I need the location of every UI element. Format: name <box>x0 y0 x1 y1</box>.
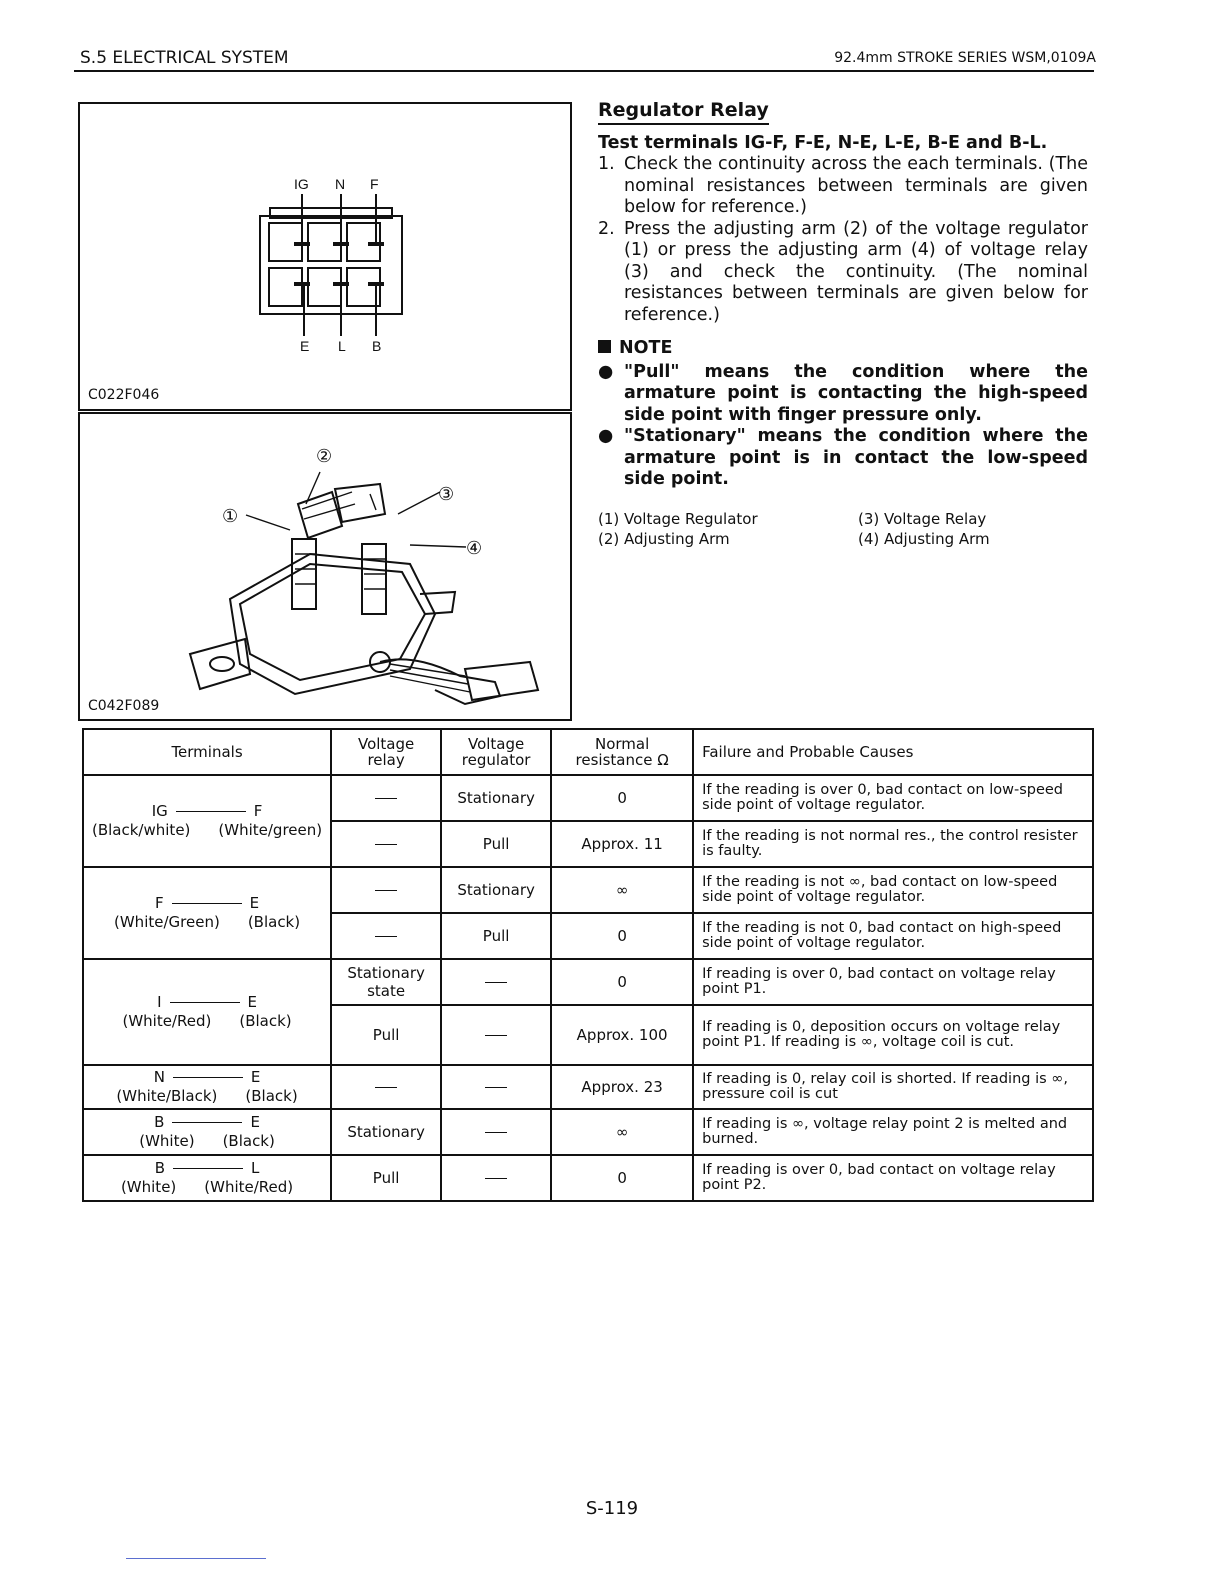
voltage-relay-cell: Pull <box>331 1005 441 1065</box>
terminal-pair-cell <box>83 1065 331 1109</box>
voltage-regulator-cell: Pull <box>441 913 551 959</box>
voltage-regulator-cell <box>441 1065 551 1109</box>
wire-color-to: (Black) <box>222 1132 275 1150</box>
voltage-relay-cell <box>331 775 441 821</box>
header-terminals: Terminals <box>83 729 331 775</box>
resistance-cell: ∞ <box>551 867 693 913</box>
bullet-icon: ● <box>598 361 614 382</box>
terminal-to: E <box>250 1068 261 1086</box>
dash-mark <box>485 1178 507 1179</box>
page-number: S-119 <box>585 1498 639 1519</box>
voltage-regulator-cell <box>441 1005 551 1065</box>
resistance-cell: ∞ <box>551 1109 693 1155</box>
wire-color-from: (Black/white) <box>92 821 191 839</box>
resistance-cell: 0 <box>551 775 693 821</box>
dash-mark <box>485 1132 507 1133</box>
voltage-relay-cell <box>331 1065 441 1109</box>
relay-illustration <box>80 414 570 719</box>
resistance-cell: 0 <box>551 1155 693 1201</box>
wire-color-from: (White/Black) <box>116 1087 218 1105</box>
dash-mark <box>485 1035 507 1036</box>
callout-2: ② <box>316 446 333 467</box>
terminal-from: F <box>154 894 164 912</box>
dash-mark <box>485 1087 507 1088</box>
callout-1: ① <box>222 506 239 527</box>
resistance-cell: 0 <box>551 913 693 959</box>
terminal-label-e: E <box>300 338 310 354</box>
table-row <box>83 959 1093 1005</box>
wire-color-from: (White) <box>120 1178 177 1196</box>
bullet-icon: ● <box>598 426 614 446</box>
legend-item: (2) Adjusting Arm <box>598 529 730 548</box>
step-item: 1. Check the continuity across the each terminals. (The nominal resistances between terminals are given below for reference.) <box>598 154 1088 217</box>
connector-figure <box>78 102 572 411</box>
failure-cause-cell: If reading is 0, deposition occurs on voltage relay point P1. If reading is ∞, voltage coil is cut. <box>693 1005 1093 1065</box>
section-title: Regulator Relay <box>598 100 769 125</box>
terminal-pair-cell <box>83 867 331 959</box>
parts-legend <box>598 509 1088 549</box>
note-square-icon <box>598 340 611 353</box>
voltage-relay-cell <box>331 867 441 913</box>
table-row <box>83 1109 1093 1155</box>
terminal-from: B <box>154 1113 165 1131</box>
terminal-from: I <box>157 993 162 1011</box>
test-terminals-heading: Test terminals IG-F, F-E, N-E, L-E, B-E and B-L. <box>598 132 1048 153</box>
section-header: S.5 ELECTRICAL SYSTEM <box>80 48 289 68</box>
dash-mark <box>375 1087 397 1088</box>
failure-cause-cell: If the reading is over 0, bad contact on low-speed side point of voltage regulator. <box>693 775 1093 821</box>
wire-color-to: (Black) <box>247 913 301 931</box>
callout-3: ③ <box>438 484 455 505</box>
connector-line <box>172 903 242 904</box>
resistance-cell: Approx. 100 <box>551 1005 693 1065</box>
connector-line <box>176 811 246 812</box>
terminal-pair-cell <box>83 1109 331 1155</box>
failure-cause-cell: If reading is over 0, bad contact on voltage relay point P1. <box>693 959 1093 1005</box>
voltage-regulator-cell <box>441 1155 551 1201</box>
note-item: ● "Pull" means the condition where the armature point is contacting the high-speed side point with finger pressure only. <box>598 361 1088 425</box>
terminal-to: L <box>251 1159 260 1177</box>
failure-cause-cell: If the reading is not normal res., the control resister is faulty. <box>693 821 1093 867</box>
table-header-row <box>83 729 1093 775</box>
table-row <box>83 775 1093 821</box>
terminal-pair-cell <box>83 775 331 867</box>
terminal-pair-cell <box>83 1155 331 1201</box>
resistance-cell: Approx. 23 <box>551 1065 693 1109</box>
note-item: ● "Stationary" means the condition where the armature point is in contact the low-speed side point. <box>598 426 1088 489</box>
wire-color-from: (White/Green) <box>114 913 220 931</box>
voltage-regulator-cell <box>441 959 551 1005</box>
connector-line <box>172 1122 242 1123</box>
voltage-relay-cell <box>331 913 441 959</box>
wire-color-from: (White) <box>139 1132 195 1150</box>
header-voltage-relay: Voltage relay <box>331 729 441 775</box>
wire-color-to: (Black) <box>239 1012 292 1030</box>
legend-item: (4) Adjusting Arm <box>858 529 990 548</box>
failure-cause-cell: If the reading is not ∞, bad contact on low-speed side point of voltage regulator. <box>693 867 1093 913</box>
terminal-label-f: F <box>370 176 379 192</box>
terminal-label-ig: IG <box>294 176 309 192</box>
relay-figure <box>78 412 572 721</box>
voltage-relay-cell: Stationary <box>331 1109 441 1155</box>
figure-code: C042F089 <box>88 698 160 714</box>
connector-line <box>173 1077 243 1078</box>
table-row <box>83 1065 1093 1109</box>
terminal-to: E <box>247 993 258 1011</box>
dash-mark <box>375 798 397 799</box>
dash-mark <box>375 890 397 891</box>
terminal-to: F <box>253 802 263 820</box>
header-failure-causes: Failure and Probable Causes <box>693 729 1093 775</box>
note-heading: NOTE <box>598 338 1088 360</box>
voltage-relay-cell <box>331 821 441 867</box>
failure-cause-cell: If reading is ∞, voltage relay point 2 is melted and burned. <box>693 1109 1093 1155</box>
note-list <box>598 362 1088 491</box>
voltage-regulator-cell: Stationary <box>441 867 551 913</box>
voltage-regulator-cell: Stationary <box>441 775 551 821</box>
resistance-table <box>82 728 1094 1202</box>
connector-line <box>170 1002 240 1003</box>
header-rule <box>74 70 1094 72</box>
terminal-to: E <box>249 894 260 912</box>
wire-color-from: (White/Red) <box>122 1012 212 1030</box>
terminal-from: B <box>154 1159 166 1177</box>
table-body <box>83 775 1093 1201</box>
terminal-pair-cell <box>83 959 331 1065</box>
terminal-label-b: B <box>372 338 382 354</box>
table-row <box>83 867 1093 913</box>
dash-mark <box>375 936 397 937</box>
header-normal-resistance: Normal resistance Ω <box>551 729 693 775</box>
wire-color-to: (White/Red) <box>204 1178 294 1196</box>
figure-code: C022F046 <box>88 387 160 403</box>
footer-rule <box>126 1558 266 1559</box>
failure-cause-cell: If the reading is not 0, bad contact on high-speed side point of voltage regulator. <box>693 913 1093 959</box>
legend-item: (1) Voltage Regulator <box>598 509 758 528</box>
dash-mark <box>375 844 397 845</box>
terminal-from: IG <box>151 802 168 820</box>
failure-cause-cell: If reading is over 0, bad contact on voltage relay point P2. <box>693 1155 1093 1201</box>
terminal-label-l: L <box>338 338 346 354</box>
series-header: 92.4mm STROKE SERIES WSM,0109A <box>834 50 1096 66</box>
resistance-cell: Approx. 11 <box>551 821 693 867</box>
wire-color-to: (White/green) <box>218 821 323 839</box>
instructions <box>598 100 1088 549</box>
callout-4: ④ <box>466 538 483 559</box>
voltage-relay-cell: Pull <box>331 1155 441 1201</box>
failure-cause-cell: If reading is 0, relay coil is shorted. If reading is ∞, pressure coil is cut <box>693 1065 1093 1109</box>
step-item: 2. Press the adjusting arm (2) of the voltage regulator (1) or press the adjusting arm (4) of voltage relay (3) and check the continuity. (The nominal resistances between terminals are given below for reference.) <box>598 218 1088 325</box>
resistance-cell: 0 <box>551 959 693 1005</box>
table-row <box>83 1155 1093 1201</box>
connector-diagram <box>80 104 570 409</box>
wire-color-to: (Black) <box>245 1087 298 1105</box>
connector-line <box>173 1168 243 1169</box>
dash-mark <box>485 982 507 983</box>
header-voltage-regulator: Voltage regulator <box>441 729 551 775</box>
voltage-regulator-cell: Pull <box>441 821 551 867</box>
step-list <box>598 154 1088 326</box>
terminal-label-n: N <box>335 176 346 192</box>
voltage-regulator-cell <box>441 1109 551 1155</box>
terminal-to: E <box>250 1113 260 1131</box>
voltage-relay-cell: Stationary state <box>331 959 441 1005</box>
legend-item: (3) Voltage Relay <box>858 509 987 528</box>
terminal-from: N <box>153 1068 165 1086</box>
